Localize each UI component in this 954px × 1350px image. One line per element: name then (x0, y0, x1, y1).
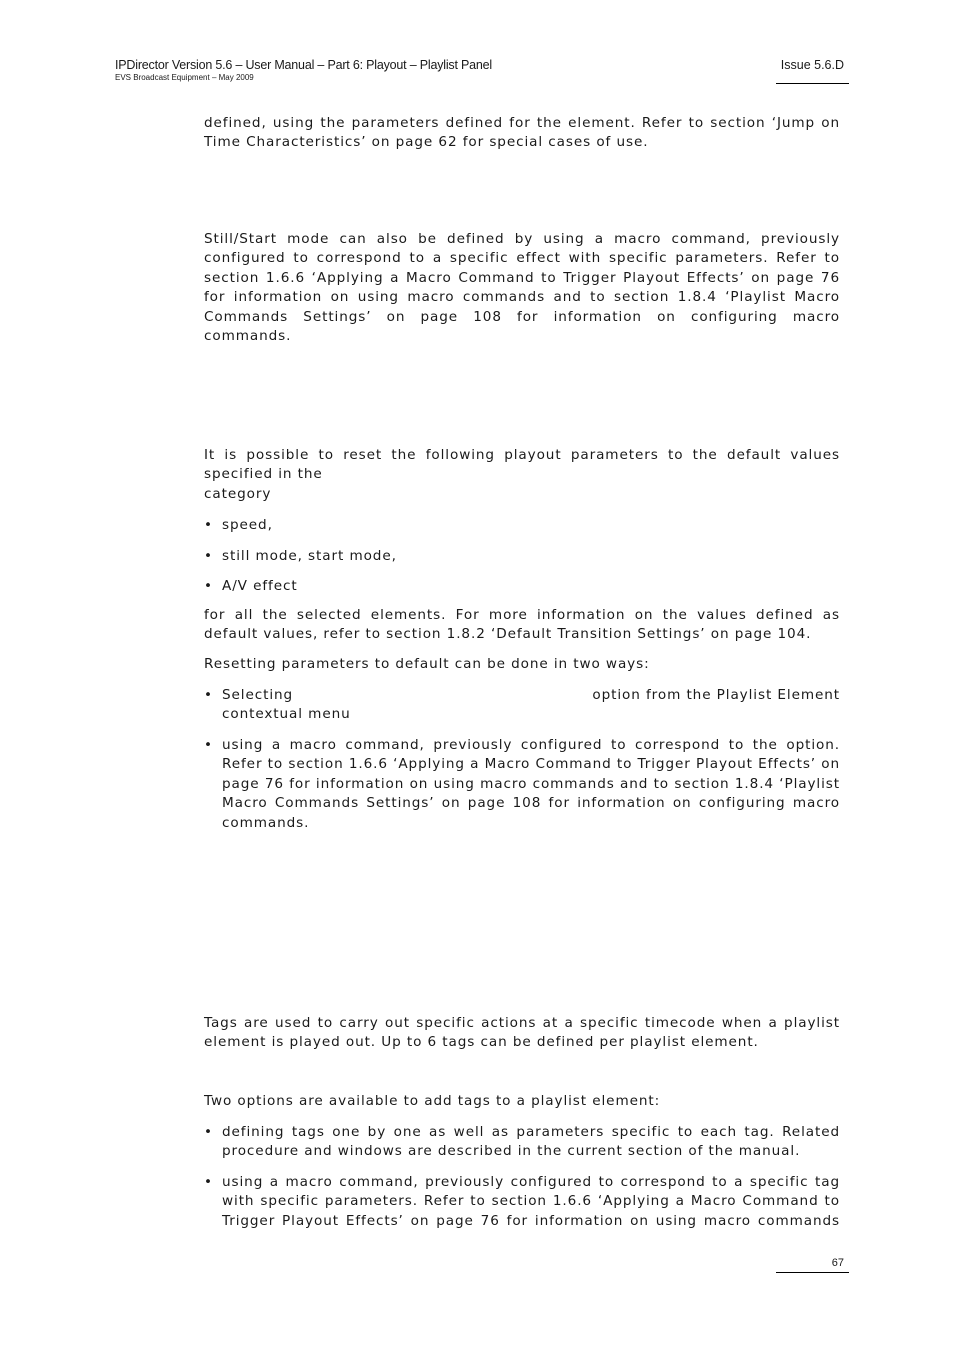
paragraph-jump-on-time: defined, using the parameters defined for the element. Refer to section ‘Jump on Time Characteristics’ on page 62 for special cases of use. (204, 115, 840, 151)
header-title: IPDirector Version 5.6 – User Manual – Part 6: Playout – Playlist Panel (115, 58, 492, 72)
paragraph-still-start-macro: Still/Start mode can also be defined by using a macro command, previously configured to correspond to a specific effect with specific parameters. Refer to section 1.6.6 ‘Applying a Macro Command to Trigger Playout Effects’ on page 76 for information on using macro commands and to section 1.8.4 ‘Playlist Macro Commands Settings’ on page 108 for information on configuring macro commands. (204, 231, 840, 345)
header-rule (776, 83, 849, 84)
page-number: 67 (831, 1257, 844, 1269)
list-item-av-effect: • A/V effect (204, 577, 840, 596)
list-item-speed: • speed, (204, 516, 840, 535)
bullet-icon: • (204, 687, 213, 703)
paragraph-default-values: for all the selected elements. For more information on the values defined as default values, refer to section 1.8.2 ‘Default Transition Settings’ on page 104. (204, 607, 840, 643)
footer-rule (776, 1272, 849, 1273)
selecting-option-text: option from the Playlist Element (592, 687, 840, 703)
header-issue: Issue 5.6.D (780, 58, 844, 72)
selecting-contextual-menu: contextual menu (222, 706, 351, 723)
reset-intro-line-3: category (204, 485, 272, 502)
bullet-icon: • (204, 578, 213, 594)
bullet-icon: • (204, 1174, 213, 1190)
reset-intro-line-1: It is possible to reset the following playout parameters to the default values (204, 447, 840, 463)
selecting-label: Selecting (222, 687, 294, 703)
list-item-macro-command: • using a macro command, previously configured to correspond to the option. Refer to section 1.6.6 ‘Applying a Macro Command to Trigger Playout Effects’ on page 76 for information on using macro commands and to section 1.8.4 ‘Playlist Macro Commands Settings’ on page 108 for information on configuring macro commands. (204, 737, 840, 831)
header-subtitle: EVS Broadcast Equipment – May 2009 (115, 73, 254, 82)
paragraph-reset-intro (204, 446, 840, 504)
list-item-still-start-mode: • still mode, start mode, (204, 547, 840, 566)
bullet-icon: • (204, 548, 213, 564)
reset-intro-line-2: specified in the (204, 466, 323, 483)
bullet-icon: • (204, 1124, 213, 1140)
paragraph-tags-intro: Tags are used to carry out specific actions at a specific timecode when a playlist element is played out. Up to 6 tags can be defined per playlist element. (204, 1015, 840, 1051)
list-item-define-tags: • defining tags one by one as well as parameters specific to each tag. Related procedure and windows are described in the current section of the manual. (204, 1124, 840, 1160)
list-item-selecting-option (204, 686, 840, 725)
bullet-icon: • (204, 517, 213, 533)
paragraph-reset-ways: Resetting parameters to default can be done in two ways: (204, 656, 650, 672)
paragraph-tag-options: Two options are available to add tags to a playlist element: (204, 1093, 661, 1109)
list-item-tag-macro: • using a macro command, previously configured to correspond to a specific tag with specific parameters. Refer to section 1.6.6 ‘Applying a Macro Command to Trigger Playout Effects’ on page 76 for information on using macro commands (204, 1174, 840, 1229)
bullet-icon: • (204, 737, 213, 753)
